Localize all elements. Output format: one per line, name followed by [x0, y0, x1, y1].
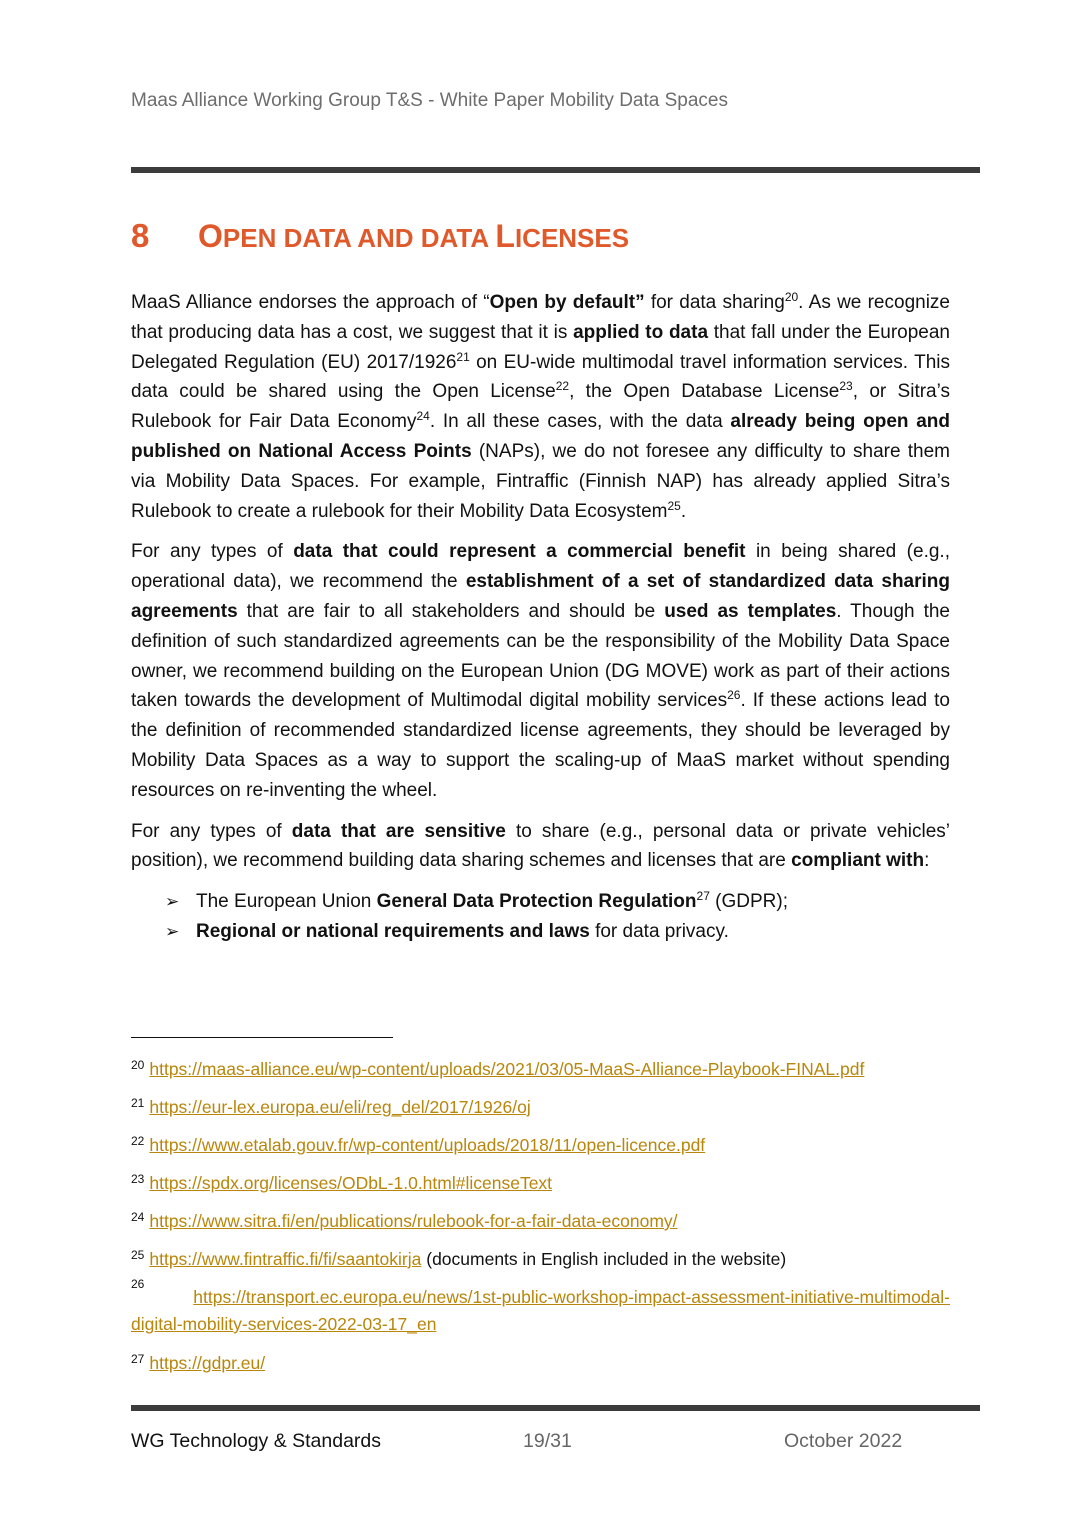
- footnote-link[interactable]: https://eur-lex.europa.eu/eli/reg_del/2017/1926/oj: [149, 1097, 531, 1117]
- list-item: ➢ Regional or national requirements and laws for data privacy.: [131, 917, 950, 947]
- footnote: $^{23}$ https://spdx.org/licenses/ODbL-1.0.html#licenseText: [131, 1172, 553, 1193]
- footnote-ref[interactable]: 20: [784, 290, 799, 304]
- footnote: $^{24}$ https://www.sitra.fi/en/publications/rulebook-for-a-fair-data-economy/: [131, 1210, 678, 1231]
- footnote: $^{21}$ https://eur-lex.europa.eu/eli/reg_del/2017/1926/oj: [131, 1096, 531, 1117]
- footnote-link[interactable]: https://www.etalab.gouv.fr/wp-content/uploads/2018/11/open-licence.pdf: [149, 1135, 706, 1155]
- arrow-bullet-icon: ➢: [165, 892, 180, 912]
- footnote-ref[interactable]: 22: [555, 379, 570, 394]
- footnote-ref[interactable]: 23: [839, 379, 853, 394]
- paragraph-sensitive-data: For any types of data that are sensitive to share (e.g., personal data or private vehicles’ position), we recommend building data sharing schemes and licenses that are compliant with:: [131, 820, 950, 872]
- footnote: $^{22}$ https://www.etalab.gouv.fr/wp-content/uploads/2018/11/open-licence.pdf: [131, 1134, 706, 1155]
- footnote: $^{25}$ https://www.fintraffic.fi/fi/saantokirja (documents in English included in the website): [131, 1248, 787, 1269]
- footnote-link[interactable]: https://transport.ec.europa.eu/news/1st-public-workshop-impact-assessment-initiative-multimodal-: [193, 1287, 950, 1307]
- footnote-link[interactable]: https://gdpr.eu/: [149, 1353, 266, 1373]
- footer-date: October 2022: [784, 1430, 903, 1452]
- body-text: [131, 288, 950, 947]
- header-rule: [131, 167, 980, 173]
- paragraph-open-by-default: MaaS Alliance endorses the approach of “Open by default” for data sharing$^{20}$. As we recognize that producing data has a cost, we suggest that it is applied to data that fall under the European Delegated Regulation (EU) 2017/1926$^{21}$ on EU-wide multimodal travel information services. This data could be shared using the Open License$^{22}$, the Open Database License$^{23}$, or Sitra’s Rulebook for Fair Data Economy$^{24}$. In all these cases, with the data already being open and published on National Access Points (NAPs), we do not foresee any difficulty to share them via Mobility Data Spaces. For example, Fintraffic (Finnish NAP) has already applied Sitra’s Rulebook to create a rulebook for their Mobility Data Ecosystem$^{25}$.: [131, 290, 951, 522]
- footnote-link[interactable]: https://maas-alliance.eu/wp-content/uploads/2021/03/05-MaaS-Alliance-Playbook-FINAL.pdf: [149, 1059, 865, 1079]
- footnote: $^{20}$ https://maas-alliance.eu/wp-content/uploads/2021/03/05-MaaS-Alliance-Playbook-FINAL.pdf: [131, 1058, 865, 1079]
- list-item: ➢ The European Union General Data Protection Regulation$^{27}$ (GDPR);: [131, 887, 950, 917]
- compliance-list: [131, 887, 950, 947]
- footnote: $^{27}$ https://gdpr.eu/: [131, 1352, 266, 1373]
- footnote-ref[interactable]: 25: [667, 498, 681, 513]
- footer-rule: [131, 1405, 980, 1411]
- footnote-ref[interactable]: 26: [727, 688, 741, 703]
- section-heading: 8 OPEN DATA AND DATA LICENSES: [131, 217, 630, 254]
- footnote-ref[interactable]: 27: [696, 889, 710, 904]
- footnote-link[interactable]: digital-mobility-services-2022-03-17_en: [131, 1314, 437, 1334]
- section-number: 8: [131, 217, 150, 254]
- footnote-link[interactable]: https://www.fintraffic.fi/fi/saantokirja: [149, 1249, 422, 1269]
- footnote-ref[interactable]: 21: [456, 349, 470, 364]
- arrow-bullet-icon: ➢: [165, 922, 180, 942]
- footnote-link[interactable]: https://spdx.org/licenses/ODbL-1.0.html#licenseText: [149, 1173, 553, 1193]
- footer-group-name: WG Technology & Standards: [131, 1430, 382, 1452]
- paragraph-commercial-benefit: For any types of data that could represent a commercial benefit in being shared (e.g., operational data), we recommend the establishment of a set of standardized data sharing agreements that are fair to all stakeholders and should be used as templates. Though the definition of such standardized agreements can be the responsibility of the Mobility Data Space owner, we recommend building on the European Union (DG MOVE) work as part of their actions taken towards the development of Multimodal digital mobility services$^{26}$. If these actions lead to the definition of recommended standardized license agreements, they should be leveraged by Mobility Data Spaces as a way to support the scaling-up of MaaS market without spending resources on re-inventing the wheel.: [131, 541, 950, 801]
- footnote-separator: [131, 1037, 393, 1038]
- footnote-link[interactable]: https://www.sitra.fi/en/publications/rulebook-for-a-fair-data-economy/: [149, 1211, 678, 1231]
- footnote-ref[interactable]: 24: [416, 409, 430, 424]
- footnote: 26 https://transport.ec.europa.eu/news/1st-public-workshop-impact-assessment-initiative-multimodal- digital-mobility-services-2022-03-17_en: [131, 1277, 950, 1334]
- page-number: 19/31: [523, 1430, 572, 1452]
- page-header: Maas Alliance Working Group T&S - White Paper Mobility Data Spaces: [131, 90, 728, 111]
